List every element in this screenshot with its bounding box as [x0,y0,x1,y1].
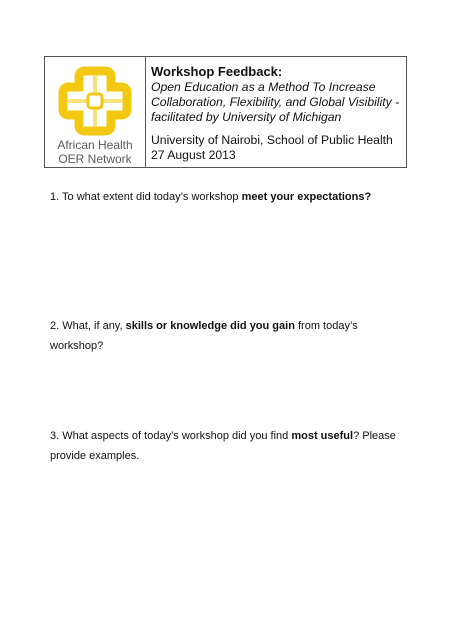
workshop-subtitle-3: facilitated by University of Michigan [151,110,342,124]
question-2-suffix: from today’s workshop? [50,320,358,352]
workshop-info-cell [146,57,406,167]
question-3-bold: most useful [291,430,354,442]
question-2-bold: skills or knowledge did you gain [125,320,295,332]
question-1-bold: meet your expectations? [241,191,372,203]
question-2 [50,316,410,356]
question-3 [50,426,410,466]
workshop-subtitle-2: Collaboration, Flexibility, and Global Visibility - [151,95,400,109]
header-table [44,56,407,168]
workshop-title: Workshop Feedback: [151,64,283,79]
african-health-oer-logo-icon [55,63,135,139]
question-1 [50,187,410,207]
workshop-subtitle-1: Open Education as a Method To Increase [151,80,376,94]
organization: University of Nairobi, School of Public Health [151,133,393,147]
question-3-suffix: ? Please provide examples. [50,430,396,462]
question-1-prefix: 1. To what extent did today’s workshop [50,191,242,203]
logo-cell [45,57,146,167]
question-3-prefix: 3. What aspects of today’s workshop did you find [50,430,292,442]
logo-line-1: African Health [57,138,133,152]
logo-line-2: OER Network [58,152,132,166]
workshop-date: 27 August 2013 [151,148,236,162]
question-2-prefix: 2. What, if any, [50,320,126,332]
logo-caption [45,138,145,166]
